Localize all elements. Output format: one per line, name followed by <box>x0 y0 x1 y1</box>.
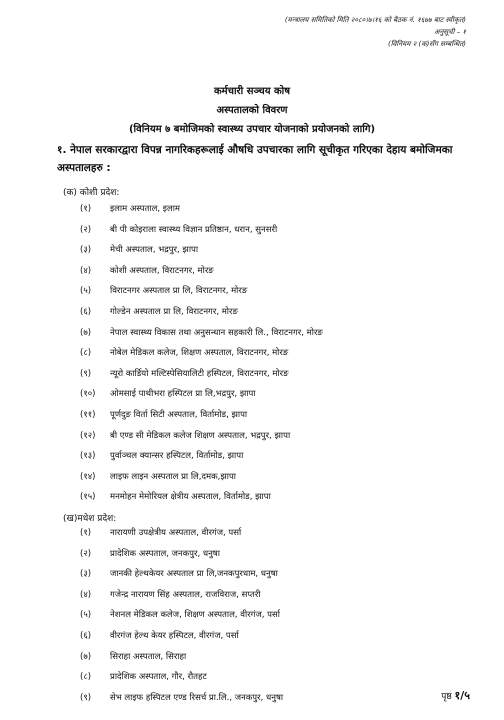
approval-note-line: (मन्त्रालय समितिको मिति २०८०।७।१६ को बैठक नं. १६७७ बाट स्वीकृत) <box>284 16 466 24</box>
hospital-name: विराटनगर अस्पताल प्रा लि, विराटनगर, मोरङ <box>110 286 248 297</box>
hospital-list-madhesh <box>80 523 283 708</box>
hospital-name: बी पी कोइराला स्वास्थ्य विज्ञान प्रतिष्ठान, धरान, सुनसरी <box>110 224 278 235</box>
item-number: (१) <box>80 528 92 538</box>
list-item <box>80 323 323 344</box>
list-item <box>80 384 323 405</box>
region-heading-koshi: (क) कोशी प्रदेश: <box>63 188 120 198</box>
approval-note <box>285 14 466 50</box>
hospital-name: ओमसाई पाथीभरा हस्पिटल प्रा लि,भद्रपुर, झापा <box>110 389 256 400</box>
item-number: (५) <box>80 610 92 621</box>
hospital-name: सेभ लाइफ हस्पिटल एण्ड रिसर्च प्रा.लि., जनकपुर, धनुषा <box>110 692 284 703</box>
list-item <box>80 302 323 323</box>
item-number: (६) <box>80 306 92 317</box>
item-number: (२) <box>80 548 92 559</box>
item-number: (३) <box>80 569 92 580</box>
title-hospital-details: अस्पतालको विवरण <box>216 105 288 116</box>
hospital-name: मेची अस्पताल, भद्रपुर, झापा <box>110 245 199 256</box>
list-item <box>80 487 323 508</box>
hospital-name: सिराहा अस्पताल, सिराहा <box>110 651 187 662</box>
item-number: (७) <box>80 651 92 662</box>
hospital-name: पूर्णदुङ विर्ता सिटी अस्पताल, विर्तामोड, झापा <box>110 409 248 420</box>
hospital-name: इलाम अस्पताल, इलाम <box>110 204 180 214</box>
list-item <box>80 647 283 668</box>
list-item <box>80 585 283 606</box>
list-item <box>80 564 283 585</box>
list-item <box>80 544 283 565</box>
hospital-name: गजेन्द्र नारायण सिंह अस्पताल, राजविराज, सप्तरी <box>110 589 261 600</box>
item-number: (१) <box>80 204 92 214</box>
hospital-name: नोबेल मेडिकल कलेज, शिक्षण अस्पताल, विराटनगर, मोरङ <box>110 348 289 359</box>
list-item <box>80 405 323 426</box>
hospital-name: गोल्डेन अस्पताल प्रा लि, विराटनगर, मोरङ <box>110 306 238 317</box>
hospital-name: पुर्वाञ्चल क्यान्सर हस्पिटल, विर्तामोड, झापा <box>110 451 244 462</box>
title-fund: कर्मचारी सञ्चय कोष <box>213 86 291 97</box>
item-number: (८) <box>80 348 92 359</box>
item-number: (४) <box>80 265 92 276</box>
hospital-name: प्रादेशिक अस्पताल, जनकपुर, धनुषा <box>110 548 220 559</box>
item-number: (१३) <box>80 451 96 462</box>
page-value: १/५ <box>454 689 470 702</box>
page-number <box>441 688 470 703</box>
hospital-name: प्रादेशिक अस्पताल, गौर, रौतहट <box>110 672 207 683</box>
item-number: (१५) <box>80 492 96 503</box>
list-item <box>80 426 323 447</box>
list-item <box>80 240 323 261</box>
list-item <box>80 261 323 282</box>
item-number: (११) <box>80 409 96 420</box>
list-item <box>80 199 323 220</box>
hospital-name: नेशनल मेडिकल कलेज, शिक्षण अस्पताल, वीरगंज, पर्सा <box>110 610 280 621</box>
list-item <box>80 446 323 467</box>
item-number: (९) <box>80 692 92 703</box>
hospital-name: नेपाल स्वास्थ्य विकास तथा अनुसन्धान सहकारी लि., विराटनगर, मोरङ <box>110 327 323 338</box>
list-item <box>80 467 323 488</box>
list-item <box>80 220 323 241</box>
hospital-name: कोशी अस्पताल, विराटनगर, मोरङ <box>110 265 214 276</box>
item-number: (१२) <box>80 430 96 441</box>
item-number: (६) <box>80 630 92 641</box>
item-number: (१४) <box>80 471 96 482</box>
list-item <box>80 364 323 385</box>
item-number: (९) <box>80 368 92 379</box>
hospital-name: न्यूरो कार्डियो मल्टिस्पेसियालिटी हस्पिटल, विराटनगर, मोरङ <box>110 368 289 379</box>
item-number: (३) <box>80 245 92 256</box>
list-item <box>80 688 283 709</box>
page-label: पृष्ठ <box>441 692 452 702</box>
hospital-name: लाइफ लाइन अस्पताल प्रा लि,दमक,झापा <box>110 471 236 482</box>
hospital-name: जानकी हेल्थकेयर अस्पताल प्रा लि,जनकपुरधाम, धनुषा <box>110 569 278 580</box>
regulation-reference: (विनियम २ (क)सँग सम्बन्धित) <box>388 40 466 48</box>
list-item <box>80 626 283 647</box>
hospital-name: वीरगंज हेल्थ केयर हस्पिटल, वीरगंज, पर्सा <box>110 630 239 641</box>
item-number: (८) <box>80 672 92 683</box>
list-item <box>80 281 323 302</box>
item-number: (५) <box>80 286 92 297</box>
item-number: (४) <box>80 589 92 600</box>
region-heading-madhesh: (ख)मधेश प्रदेश: <box>63 514 117 524</box>
list-item <box>80 343 323 364</box>
item-number: (७) <box>80 327 92 338</box>
hospital-name: मनमोहन मेमोरियल क्षेत्रीय अस्पताल, विर्तामोड, झापा <box>110 492 271 503</box>
document-titles <box>0 82 504 139</box>
annex-label: अनुसूची – १ <box>434 28 466 36</box>
hospital-name: नारायणी उपक्षेत्रीय अस्पताल, वीरगंज, पर्सा <box>110 528 242 538</box>
hospital-list-koshi <box>80 199 323 508</box>
item-number: (१०) <box>80 389 96 400</box>
section-1-heading: १. नेपाल सरकारद्वारा विपन्न नागरिकहरूलाई औषधि उपचारका लागि सूचीकृत गरिएका देहाय बमोजिमका अस्पतालहरु : <box>57 144 453 174</box>
item-number: (२) <box>80 224 92 235</box>
list-item <box>80 605 283 626</box>
list-item <box>80 523 283 544</box>
list-item <box>80 667 283 688</box>
title-purpose: (विनियम ७ बमोजिमको स्वास्थ्य उपचार योजनाको प्रयोजनको लागि) <box>128 124 376 135</box>
hospital-name: बी एण्ड सी मेडिकल कलेज शिक्षण अस्पताल, भद्रपुर, झापा <box>110 430 291 441</box>
